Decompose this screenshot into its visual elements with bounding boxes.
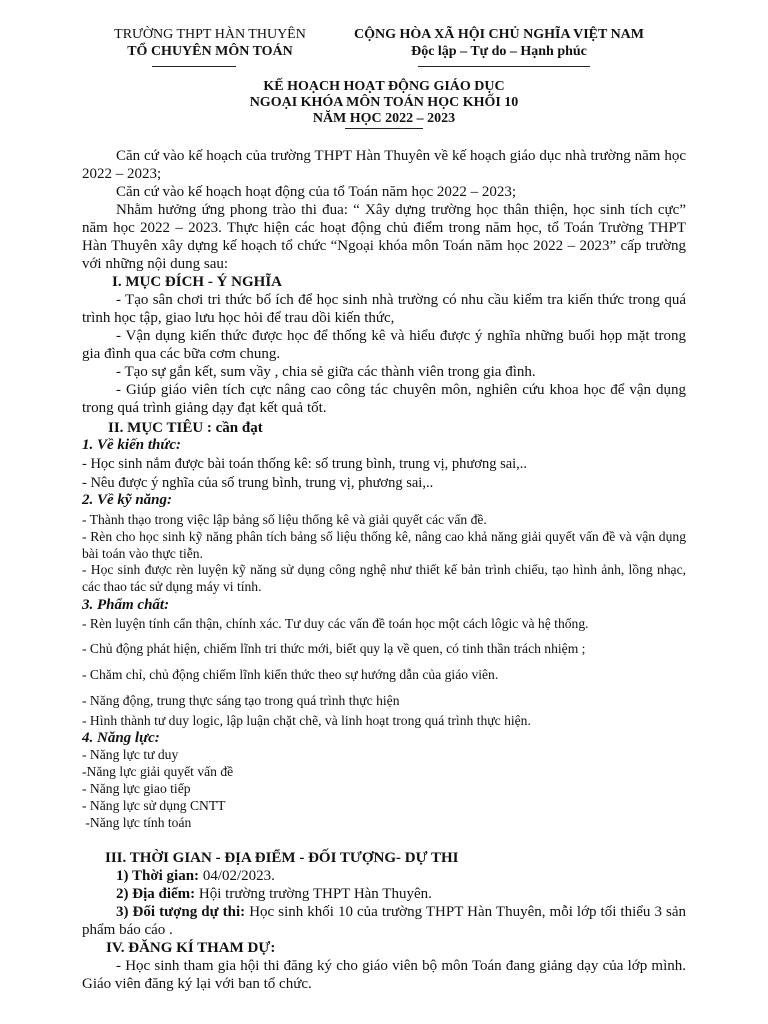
competency-item-5: -Năng lực tính toán	[82, 815, 192, 830]
qualities-item-2: - Chủ động phát hiện, chiếm lĩnh tri thức mới, biết quy lạ về quen, có tinh thần trách nhiệm ;	[82, 641, 586, 656]
intro-paragraph-1: Căn cứ vào kế hoạch của trường THPT Hàn Thuyên về kế hoạch giáo dục nhà trường năm học 2022 – 2023;	[82, 148, 686, 182]
national-title: CỘNG HÒA XÃ HỘI CHỦ NGHĨA VIỆT NAM	[353, 27, 644, 42]
section-2-heading: II. MỤC TIÊU : cần đạt	[108, 420, 263, 436]
competencies-heading: 4. Năng lực:	[82, 730, 160, 746]
right-header-underline	[418, 66, 590, 67]
skills-item-3: - Học sinh được rèn luyện kỹ năng sử dụng công nghệ như thiết kế bản trình chiếu, tạo hình ảnh, lồng nhạc, các thao tác sử dụng máy vi tính.	[82, 562, 686, 594]
knowledge-item-1: - Học sinh nắm được bài toán thống kê: số trung bình, trung vị, phương sai,..	[82, 456, 528, 472]
section-3-time	[116, 867, 275, 885]
time-value: 04/02/2023.	[199, 868, 275, 884]
national-motto: Độc lập – Tự do – Hạnh phúc	[411, 44, 587, 59]
skills-heading: 2. Về kỹ năng:	[82, 492, 172, 508]
doc-title-line3: NĂM HỌC 2022 – 2023	[312, 111, 456, 126]
qualities-heading: 3. Phẩm chất:	[82, 597, 170, 613]
competency-item-3: - Năng lực giao tiếp	[82, 781, 191, 796]
doc-title-line2: NGOẠI KHÓA MÔN TOÁN HỌC KHỐI 10	[249, 95, 519, 110]
skills-item-2: - Rèn cho học sinh kỹ năng phân tích bảng số liệu thống kê, nâng cao khả năng giải quyết vấn đề và vận dụng bài toán vào thực tiễn.	[82, 529, 686, 561]
skills-item-1: - Thành thạo trong việc lập bảng số liệu thống kê và giải quyết các vấn đề.	[82, 512, 487, 527]
section-3-target	[82, 903, 686, 939]
qualities-item-1: - Rèn luyện tính cẩn thận, chính xác. Tư duy các vấn đề toán học một cách lôgic và hệ thống.	[82, 616, 589, 631]
section-4-paragraph-1: - Học sinh tham gia hội thi đăng ký cho giáo viên bộ môn Toán đang giảng dạy của lớp mình. Giáo viên đăng ký lại với ban tổ chức.	[82, 958, 686, 992]
section-1-item-4: - Giúp giáo viên tích cực nâng cao công tác chuyên môn, nghiên cứu khoa học để vận dụng trong quá trình giảng dạy đạt kết quả tốt.	[82, 382, 686, 416]
school-name: TRƯỜNG THPT HÀN THUYÊN	[114, 27, 306, 42]
knowledge-heading: 1. Về kiến thức:	[82, 437, 181, 453]
section-3-heading: III. THỜI GIAN - ĐỊA ĐIỂM - ĐỐI TƯỢNG- DỰ THI	[105, 850, 459, 866]
qualities-item-3: - Chăm chỉ, chủ động chiếm lĩnh kiến thức theo sự hướng dẫn của giáo viên.	[82, 667, 499, 682]
section-1-heading: I. MỤC ĐÍCH - Ý NGHĨA	[112, 274, 282, 290]
competency-item-1: - Năng lực tư duy	[82, 747, 179, 762]
left-header-underline	[152, 66, 236, 67]
intro-paragraph-2: Căn cứ vào kế hoạch hoạt động của tổ Toán năm học 2022 – 2023;	[116, 184, 517, 200]
target-value: Học sinh khối 10 của trường THPT Hàn Thuyên, mỗi lớp tối thiểu 3 sản phẩm báo cáo .	[82, 904, 686, 938]
section-3-place	[116, 885, 432, 903]
qualities-item-5: - Hình thành tư duy logic, lập luận chặt chẽ, và linh hoạt trong quá trình thực hiện.	[82, 713, 531, 728]
department-name: TỔ CHUYÊN MÔN TOÁN	[127, 44, 293, 59]
section-1-item-1: - Tạo sân chơi tri thức bổ ích để học sinh nhà trường có nhu cầu kiểm tra kiến thức trong quá trình học tập, giao lưu học hỏi để trau dồi kiến thức,	[82, 292, 686, 326]
competency-item-2: -Năng lực giải quyết vấn đề	[82, 764, 234, 779]
intro-paragraph-3: Nhằm hưởng ứng phong trào thi đua: “ Xây dựng trường học thân thiện, học sinh tích cực” năm học 2022 – 2023. Thực hiện các hoạt động chủ điểm trong năm học, tổ Toán Trường THPT Hàn Thuyên xây dựng kế hoạch tổ chức “Ngoại khóa môn Toán năm học 2022 – 2023” cấp trường với những nội dung sau:	[82, 202, 686, 272]
section-1-item-3: - Tạo sự gắn kết, sum vầy , chia sẻ giữa các thành viên trong gia đình.	[116, 364, 536, 380]
section-4-heading: IV. ĐĂNG KÍ THAM DỰ:	[106, 940, 276, 956]
section-1-item-2: - Vận dụng kiến thức được học để thống kê và hiểu được ý nghĩa những buổi họp mặt trong gia đình qua các bữa cơm chung.	[82, 328, 686, 362]
title-underline	[345, 128, 423, 129]
place-label: 2) Địa điểm:	[116, 886, 196, 902]
qualities-item-4: - Năng động, trung thực sáng tạo trong quá trình thực hiện	[82, 693, 400, 708]
target-label: 3) Đối tượng dự thi:	[116, 904, 246, 920]
knowledge-item-2: - Nêu được ý nghĩa của số trung bình, trung vị, phương sai,..	[82, 475, 434, 491]
competency-item-4: - Năng lực sử dụng CNTT	[82, 798, 226, 813]
time-label: 1) Thời gian:	[116, 868, 200, 884]
place-value: Hội trường trường THPT Hàn Thuyên.	[195, 886, 432, 902]
doc-title-line1: KẾ HOẠCH HOẠT ĐỘNG GIÁO DỤC	[263, 79, 505, 94]
